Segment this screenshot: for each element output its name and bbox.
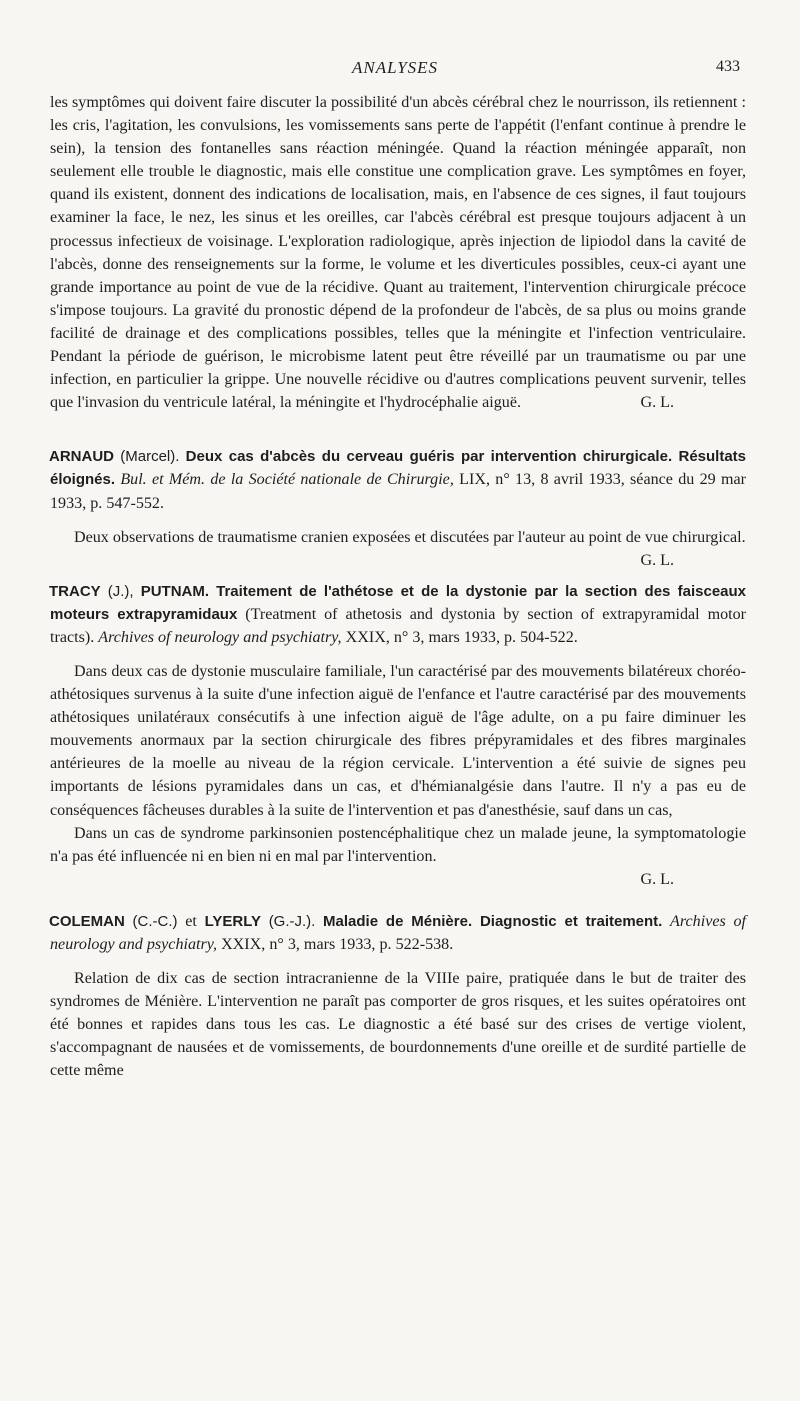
article-title: Maladie de Ménière. Diagnostic et traitement. <box>323 912 663 930</box>
entry-summary: Relation de dix cas de section intracranienne de la VIIIe paire, pratiquée dans le but de traiter des syndromes de Ménière. L'intervention ne paraît pas comporter de gros risques, et les suites opératoires ont été bonnes et rapides dans tous les cas. Le diagnostic a été basé sur des crises de vertige violent, s'accompagnant de nausées et de vomissements, de bourdonnements d'une oreille et de surdité partielle de cette même <box>50 970 746 1080</box>
second-author-name: LYERLY <box>204 912 261 930</box>
second-author-given-name: (G.-J.). <box>268 912 316 930</box>
second-author-name: PUTNAM. <box>140 582 210 600</box>
title-translation: (Treatment of athetosis and dystonia by section of extrapyramidal motor tracts). <box>50 605 747 646</box>
signature: G. L. <box>640 551 674 569</box>
entry-heading-coleman <box>50 910 746 956</box>
entry-heading-tracy <box>50 580 746 649</box>
author-given-name: (C.-C.) <box>132 912 178 930</box>
article-title: Traitement de l'athétose et de la dystonie par la section des faisceaux moteurs extrapyramidaux <box>50 582 747 623</box>
abstract-paragraph-continued <box>50 91 746 414</box>
page-header <box>50 58 740 82</box>
page-number: 433 <box>716 58 740 75</box>
author-name: ARNAUD <box>49 448 114 466</box>
author-given-name: (J.), <box>107 582 134 600</box>
page-body <box>50 91 746 1083</box>
running-title: ANALYSES <box>351 58 439 77</box>
entry-summary: Dans deux cas de dystonie musculaire familiale, l'un caractérisé par des mouvements bilatéreux choréo-athétosiques survenus à la suite d'une infection aiguë de l'enfance et l'autre caractérisé par des mouvements athétosiques unilatéraux consécutifs à une infection aiguë de l'âge adulte, on a pu faire diminuer les mouvements anormaux par la section chirurgicale des fibres prépyramidales et des fibres marginales antérieures de la moelle au niveau de la région cervicale. L'intervention a été suivie de signes peu importants de lésions pyramidales dans un cas, et d'hémianalgésie dans l'autre. Il n'y a pas eu de conséquences fâcheuses durables à la suite de l'intervention et pas d'anesthésie, sauf dans un cas, <box>50 662 746 819</box>
citation: XXIX, n° 3, mars 1933, p. 522-538. <box>221 936 454 953</box>
journal-name: Archives of neurology and psychiatry, <box>98 628 342 646</box>
summary-text: Deux observations de traumatisme cranien exposées et discutées par l'auteur au point de vue chirurgical. <box>74 528 746 546</box>
author-name: COLEMAN <box>49 912 125 930</box>
citation: XXIX, n° 3, mars 1933, p. 504-522. <box>345 628 578 646</box>
signature: G. L. <box>640 870 674 888</box>
conjunction: et <box>185 912 197 930</box>
entry-summary-second: Dans un cas de syndrome parkinsonien postencéphalitique chez un malade jeune, la symptomatologie n'a pas été influencée ni en bien ni en mal par l'intervention. <box>50 824 746 865</box>
journal-name: Bul. et Mém. de la Société nationale de Chirurgie, <box>120 471 454 489</box>
author-name: TRACY <box>49 582 101 600</box>
entry-summary <box>50 526 746 569</box>
entry-heading-arnaud <box>50 445 746 514</box>
article-title: Deux cas d'abcès du cerveau guéris par intervention chirurgicale. Résultats éloignés. <box>50 448 747 489</box>
author-given-name: (Marcel). <box>120 448 180 466</box>
abstract-text: les symptômes qui doivent faire discuter la possibilité d'un abcès cérébral chez le nourrisson, ils retiennent : les cris, l'agitation, les convulsions, les vomissements sans perte de l'appétit (l'enfant continue à prendre le sein), la tension des fontanelles sans réaction méningée. Quand la réaction méningée apparaît, non seulement elle trouble le diagnostic, mais elle constitue une complication grave. Les symptômes en foyer, quand ils existent, donnent des indications de localisation, mais, en l'absence de ces signes, il faut toujours examiner la face, le nez, les sinus et les oreilles, car l'abcès cérébral est presque toujours adjacent à un processus infectieux de voisinage. L'exploration radiologique, après injection de lipiodol dans la cavité de l'abcès, donne des renseignements sur la forme, le volume et les diverticules possibles, ceux-ci ayant une grande importance au point de vue de la récidive. Quant au traitement, l'intervention chirurgicale précoce s'impose toujours. La gravité du pronostic dépend de la profondeur de l'abcès, de sa plus ou moins grande facilité de drainage et des complications possibles, telles que la méningite et l'infection ventriculaire. Pendant la période de guérison, le microbisme latent peut être réveillé par un traumatisme ou par une infection, en particulier la grippe. Une nouvelle récidive ou d'autres complications peuvent survenir, telles que l'invasion du ventricule latéral, la méningite et l'hydrocéphalie aiguë. <box>50 94 746 412</box>
journal-name: Archives of neurology and psychiatry, <box>50 912 746 953</box>
citation: LIX, n° 13, 8 avril 1933, séance du 29 mar 1933, p. 547-552. <box>50 471 746 512</box>
signature: G. L. <box>640 394 674 412</box>
